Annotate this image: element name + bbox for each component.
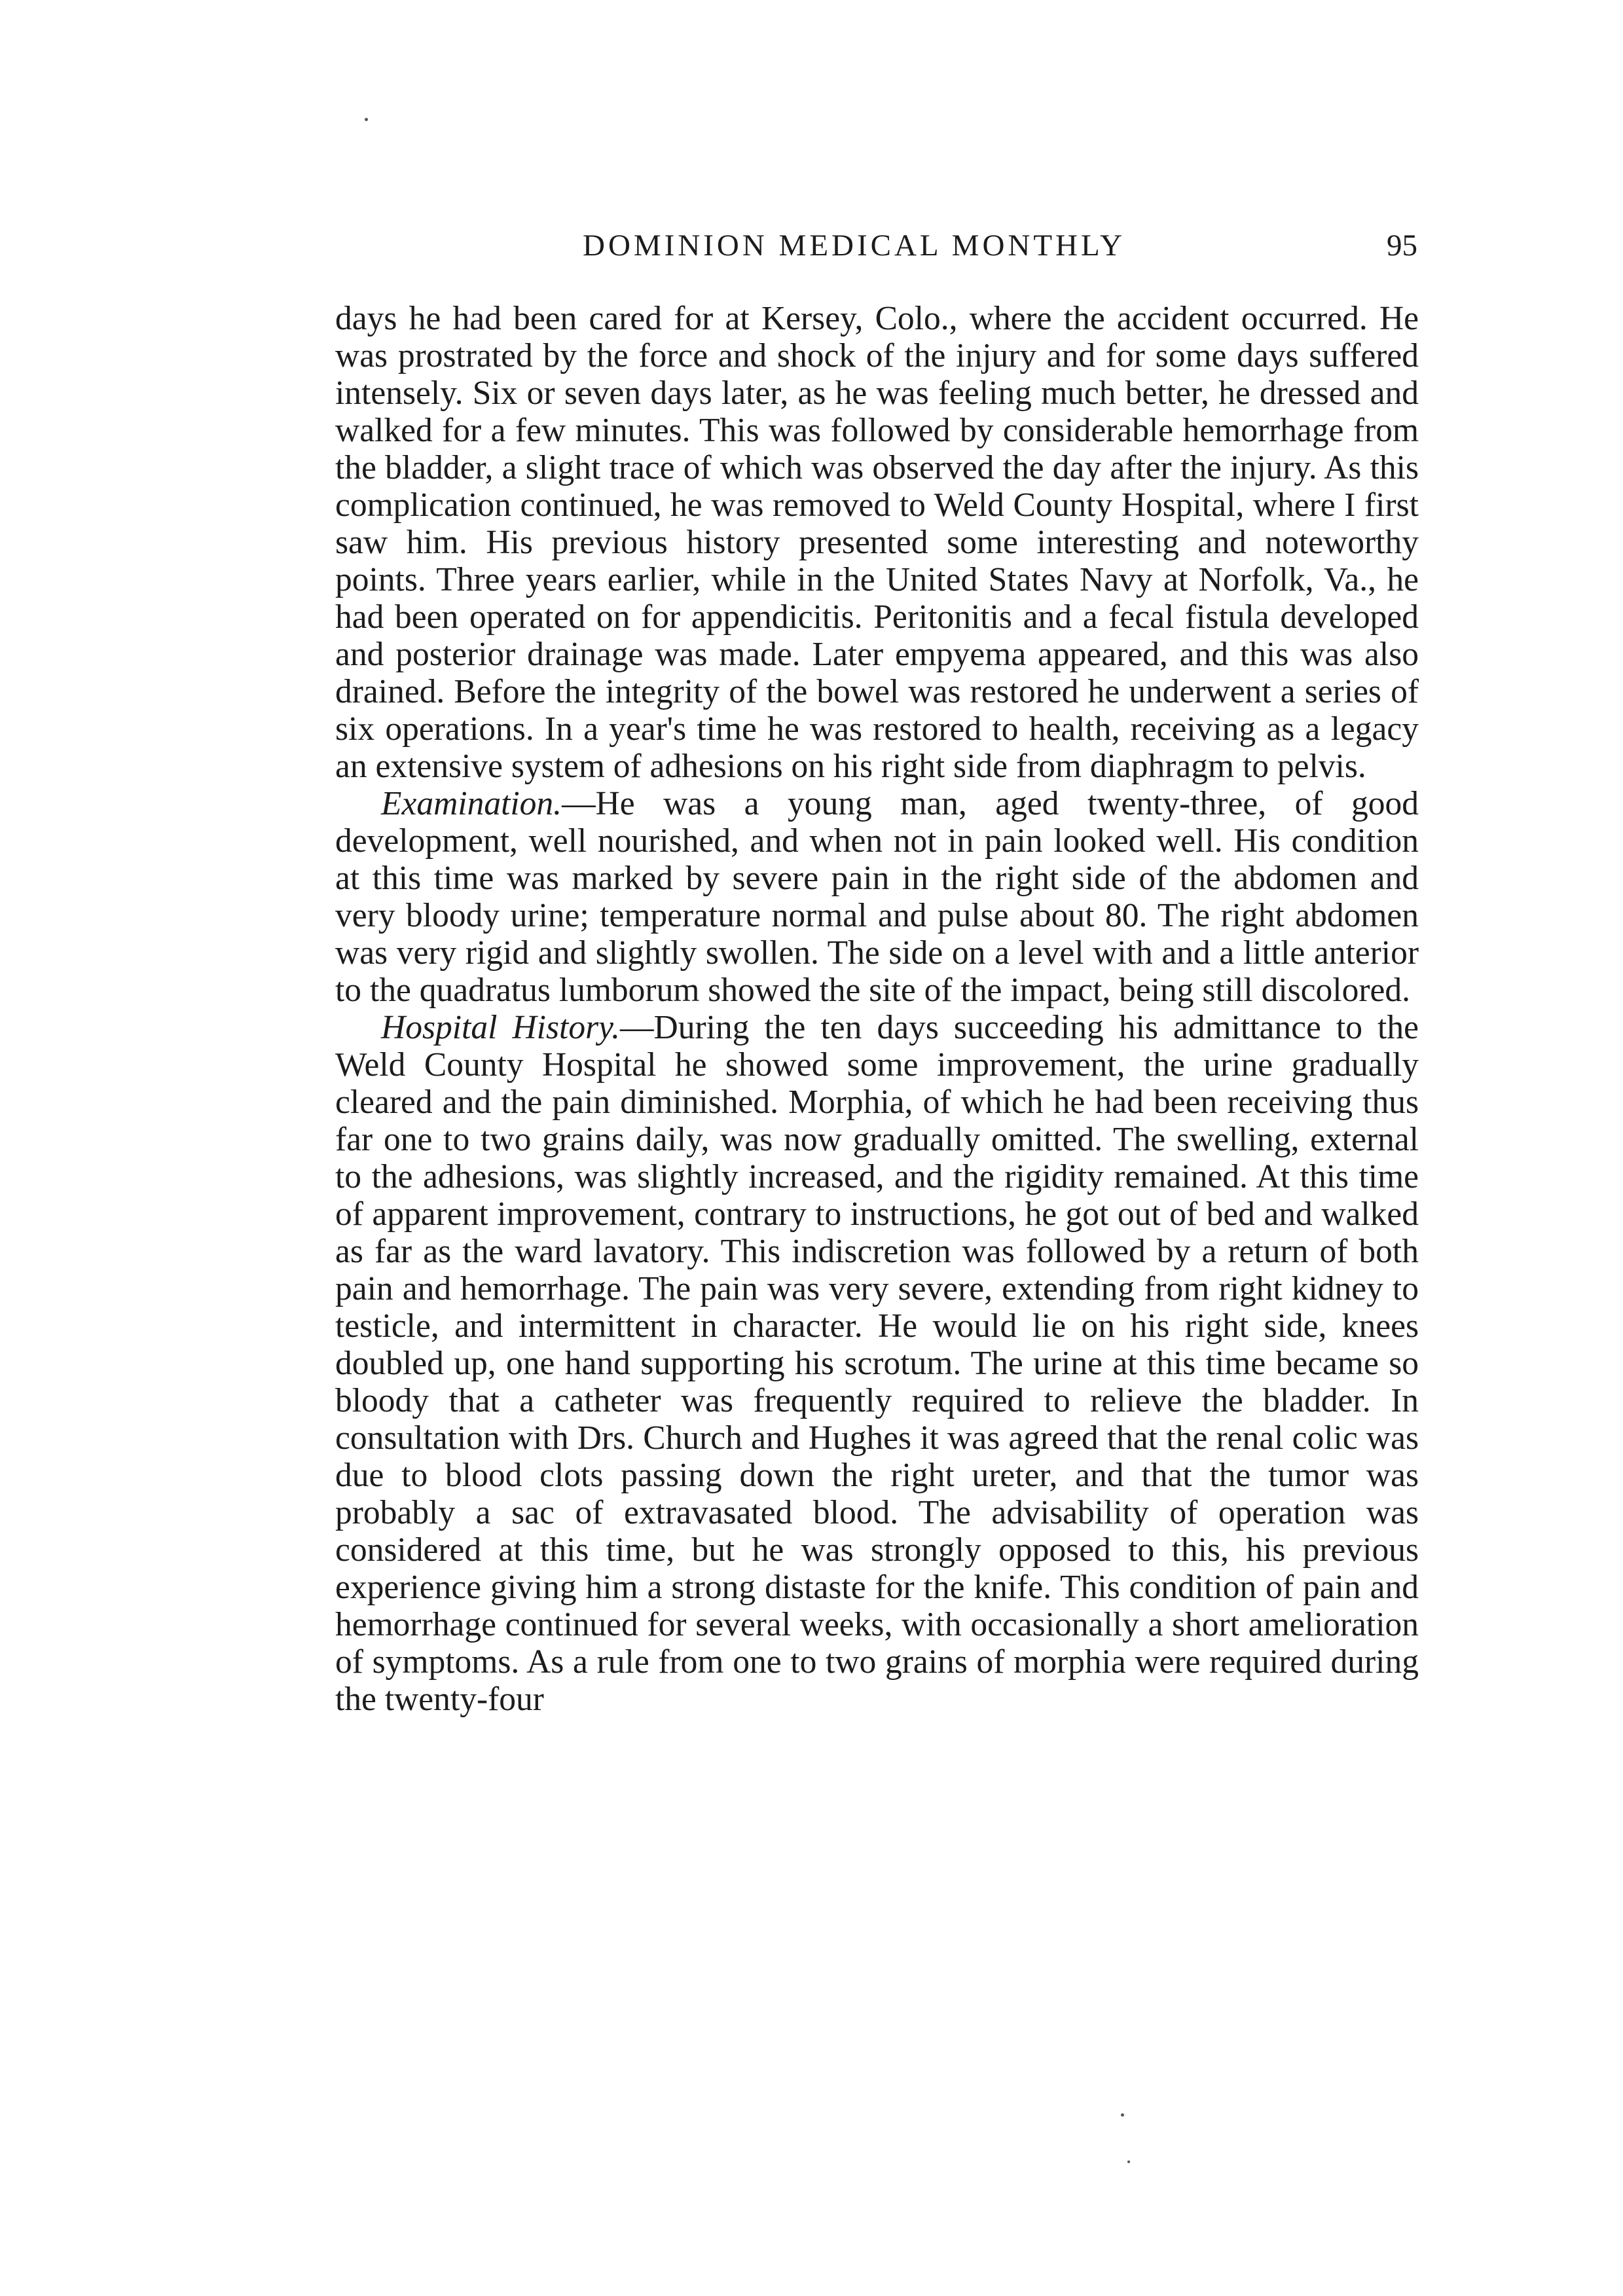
journal-title: DOMINION MEDICAL MONTHLY	[583, 228, 1125, 263]
print-speck	[365, 118, 368, 121]
print-speck	[1121, 2113, 1124, 2117]
paragraph-continuation: days he had been cared for at Kersey, Colo., where the accident occurred. He was prostrated by the force and shock of the injury and for some days suffered intensely. Six or seven days later, as he was feeling much better, he dressed and walked for a few minutes. This was followed by considerable hemorrhage from the bladder, a slight trace of which was observed the day after the injury. As this complication continued, he was removed to Weld County Hospital, where I first saw him. His previous history presented some interesting and noteworthy points. Three years earlier, while in the United States Navy at Norfolk, Va., he had been operated on for appendicitis. Peritonitis and a fecal fistula developed and posterior drainage was made. Later empyema appeared, and this was also drained. Before the integrity of the bowel was restored he underwent a series of six operations. In a year's time he was restored to health, receiving as a legacy an extensive system of adhesions on his right side from diaphragm to pelvis.	[335, 300, 1419, 785]
section-heading-hospital-history: Hospital History.	[381, 1009, 621, 1046]
paragraph-hospital-history	[335, 1009, 1419, 1718]
paragraph-hospital-history-text: —During the ten days succeeding his admittance to the Weld County Hospital he showed some improvement, the urine gradually cleared and the pain diminished. Morphia, of which he had been receiving thus far one to two grains daily, was now gradually omitted. The swelling, external to the adhesions, was slightly increased, and the rigidity remained. At this time of apparent improvement, contrary to instructions, he got out of bed and walked as far as the ward lavatory. This indiscretion was followed by a return of both pain and hemorrhage. The pain was very severe, extending from right kidney to testicle, and intermittent in character. He would lie on his right side, knees doubled up, one hand supporting his scrotum. The urine at this time became so bloody that a catheter was frequently required to relieve the bladder. In consultation with Drs. Church and Hughes it was agreed that the renal colic was due to blood clots passing down the right ureter, and that the tumor was probably a sac of extravasated blood. The advisability of operation was considered at this time, but he was strongly opposed to this, his previous experience giving him a strong distaste for the knife. This condition of pain and hemorrhage continued for several weeks, with occasionally a short amelioration of symptoms. As a rule from one to two grains of morphia were required during the twenty-four	[335, 1009, 1419, 1718]
section-heading-examination: Examination.	[381, 785, 562, 822]
print-speck	[1127, 2160, 1130, 2163]
body-text	[335, 300, 1419, 1718]
paragraph-examination	[335, 785, 1419, 1009]
paragraph-examination-text: —He was a young man, aged twenty-three, of good development, well nourished, and when not in pain looked well. His condition at this time was marked by severe pain in the right side of the abdomen and very bloody urine; temperature normal and pulse about 80. The right abdomen was very rigid and slightly swollen. The side on a level with and a little anterior to the quadratus lumborum showed the site of the impact, being still discolored.	[335, 785, 1419, 1009]
page-number: 95	[1387, 228, 1417, 263]
running-head	[334, 226, 1417, 272]
